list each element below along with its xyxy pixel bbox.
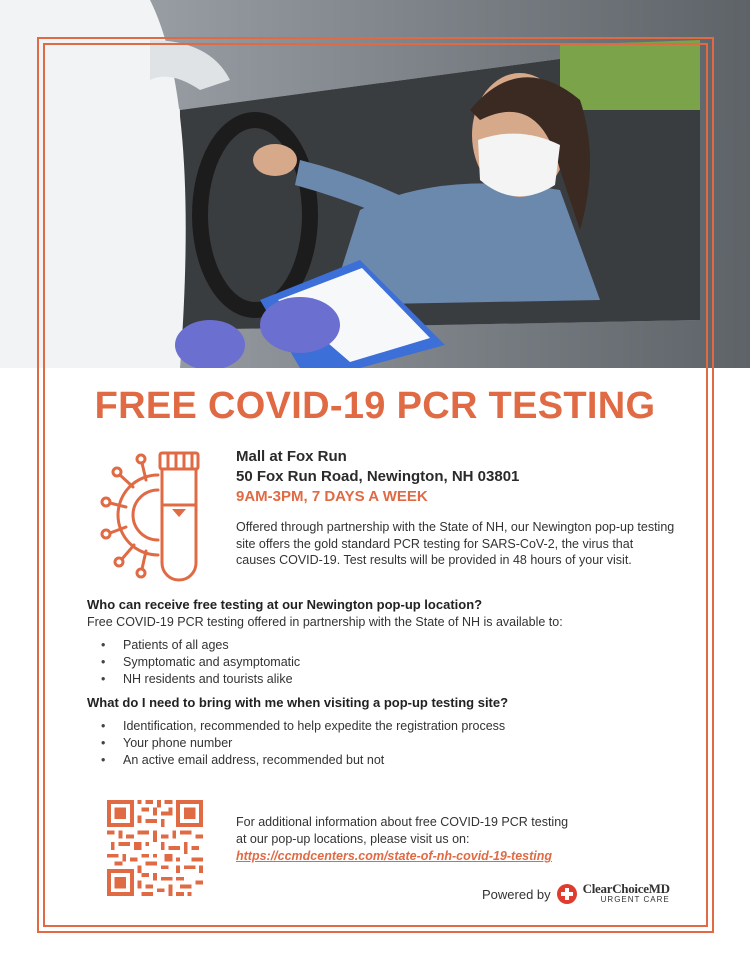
powered-by xyxy=(482,883,670,905)
more-info-line2: at our pop-up locations, please visit us on: xyxy=(236,832,470,846)
faq-section xyxy=(87,596,677,775)
more-info xyxy=(236,814,656,865)
faq-question-bring: What do I need to bring with me when visiting a pop-up testing site? xyxy=(87,695,509,710)
medical-cross-icon xyxy=(557,884,577,904)
location-address: 50 Fox Run Road, Newington, NH 03801 xyxy=(236,468,520,485)
list-item: • NH residents and tourists alike xyxy=(101,671,677,688)
list-item: • Identification, recommended to help expedite the registration process xyxy=(101,718,677,735)
faq-answer-eligibility: Free COVID-19 PCR testing offered in partnership with the State of NH is available to: xyxy=(87,615,563,629)
list-item: • Symptomatic and asymptomatic xyxy=(101,654,677,671)
list-item: • An active email address, recommended but not xyxy=(101,752,677,769)
powered-by-label: Powered by xyxy=(482,886,551,902)
faq-question-eligibility: Who can receive free testing at our Newington pop-up location? xyxy=(87,597,483,612)
page-title: FREE COVID-19 PCR TESTING xyxy=(94,385,656,427)
brand-subtitle: URGENT CARE xyxy=(600,895,670,904)
location-info xyxy=(236,447,676,569)
list-item: • Your phone number xyxy=(101,735,677,752)
qr-code-icon[interactable] xyxy=(107,800,203,896)
location-description: Offered through partnership with the State of NH, our Newington pop-up testing site offers the gold standard PCR testing for SARS-CoV-2, the virus that causes COVID-19. Test results will be provided in 48 hours of your visit. xyxy=(236,520,675,567)
list-item: • Patients of all ages xyxy=(101,637,677,654)
brand-name: ClearChoiceMD xyxy=(582,881,670,896)
bring-list xyxy=(101,718,677,769)
virus-test-tube-icon xyxy=(98,445,210,585)
brand-logo xyxy=(583,883,670,905)
eligibility-list xyxy=(101,637,677,688)
more-info-line1: For additional information about free COVID-19 PCR testing xyxy=(236,815,569,829)
location-name: Mall at Fox Run xyxy=(236,448,347,465)
location-hours: 9AM-3PM, 7 DAYS A WEEK xyxy=(236,488,428,505)
info-link[interactable]: https://ccmdcenters.com/state-of-nh-covid-19-testing xyxy=(236,849,553,863)
